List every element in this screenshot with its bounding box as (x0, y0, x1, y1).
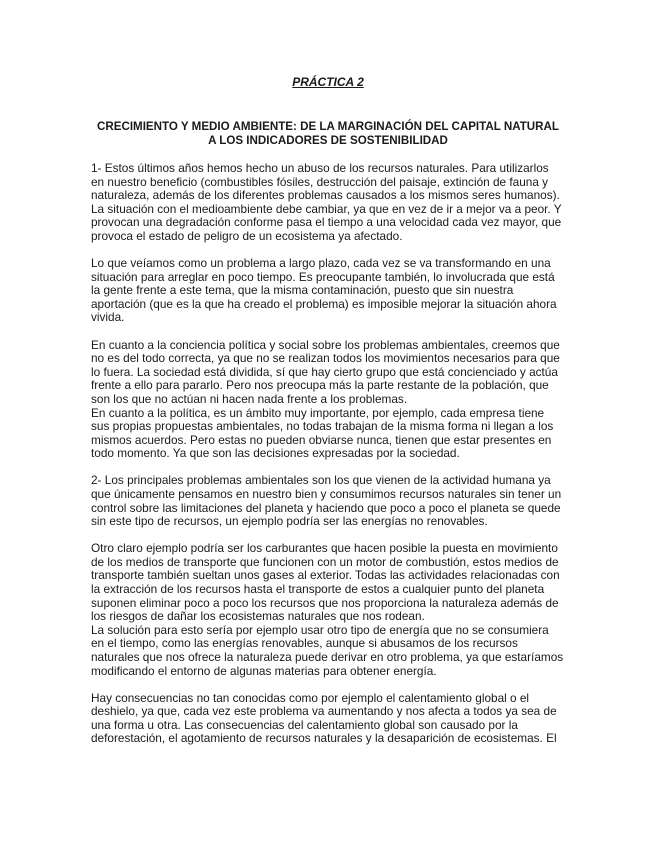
paragraph-line: La situación con el medioambiente debe cambiar, ya que en vez de ir a mejor va a peor. Y (91, 201, 562, 216)
paragraph-line: naturaleza, además de los diferentes problemas causados a los mismos seres humanos). (91, 188, 560, 203)
paragraph-line: una forma u otra. Las consecuencias del calentamiento global son causado por la (91, 717, 518, 732)
paragraph (91, 339, 565, 461)
paragraph-line: Lo que veíamos como un problema a largo plazo, cada vez se va transformando en una (91, 256, 551, 271)
paragraph-line: deforestación, el agotamiento de recursos naturales y la desaparición de ecosistemas. El (91, 731, 557, 746)
paragraph-line: provoca el estado de peligro de un ecosistema ya afectado. (91, 228, 403, 243)
paragraph (91, 257, 565, 325)
paragraph-line: en el tiempo, como las energías renovables, aunque si abusamos de los recursos (91, 636, 518, 651)
paragraph-line: sus propias propuestas ambientales, no todas trabajan de la misma forma ni llegan a los (91, 419, 554, 434)
paragraph-line: frente a ello para pararlo. Pero nos preocupa más la parte restante de la población, que (91, 378, 549, 393)
paragraph-line: transporte también sueltan unos gases al exterior. Todas las actividades relacionadas con (91, 568, 560, 583)
document-content (91, 74, 565, 760)
paragraph-line: no es del todo correcta, ya que no se realizan todos los movimientos necesarios para que (91, 351, 560, 366)
paragraph-line: la gente frente a este tema, que la misma contaminación, puesto que sin nuestra (91, 283, 514, 298)
paragraph-line: En cuanto a la conciencia política y social sobre los problemas ambientales, creemos que (91, 337, 560, 352)
paragraph-line: En cuanto a la política, es un ámbito muy importante, por ejemplo, cada empresa tiene (91, 405, 545, 420)
paragraph-line: 2- Los principales problemas ambientales son los que vienen de la actividad humana ya (91, 473, 551, 488)
paragraph-line: La solución para esto sería por ejemplo usar otro tipo de energía que no se consumiera (91, 622, 549, 637)
paragraph-line: mismos acuerdos. Pero estas no pueden obviarse nunca, tienen que estar presentes en (91, 432, 552, 447)
paragraph-line: vivida. (91, 310, 125, 325)
paragraph-line: de los medios de transporte que funcionen con un motor de combustión, estos medios de (91, 554, 559, 569)
paragraph-line: Hay consecuencias no tan conocidas como por ejemplo el calentamiento global o el (91, 690, 530, 705)
paragraph (91, 542, 565, 678)
paragraph-line: lo fuera. La sociedad está dividida, sí que hay cierto grupo que está concienciado y actúa (91, 364, 558, 379)
paragraph-line: aportación (que es la que ha creado el problema) es imposible mejorar la situación ahora (91, 296, 557, 311)
paragraph (91, 162, 565, 244)
paragraph-line: sin este tipo de recursos, un ejemplo podría ser las energías no renovables. (91, 514, 488, 529)
paragraph-line: la extracción de los recursos hasta el transporte de estos a cualquier punto del planeta (91, 582, 545, 597)
paragraph-line: en nuestro beneficio (combustibles fósiles, destrucción del paisaje, extinción de fauna y (91, 174, 549, 189)
paragraph-line: Otro claro ejemplo podría ser los carburantes que hacen posible la puesta en movimiento (91, 541, 558, 556)
paragraph-line: naturales que nos ofrece la naturaleza puede derivar en otro problema, ya que estaríamos (91, 650, 564, 664)
paragraph-line: provocan una degradación conforme pasa el tiempo a una velocidad cada vez mayor, que (91, 215, 562, 230)
paragraph-line: suponen eliminar poco a poco los recursos que nos proporciona la naturaleza además de (91, 595, 559, 610)
document-body (91, 162, 565, 746)
paragraph-line: los riesgos de dañar los ecosistemas naturales que nos rodean. (91, 609, 425, 624)
paragraph-line: todo momento. Ya que son las decisiones expresadas por la sociedad. (91, 446, 460, 461)
subtitle-line: A LOS INDICADORES DE SOSTENIBILIDAD (208, 133, 448, 147)
document-subtitle (91, 120, 565, 147)
paragraph-line: que únicamente pensamos en nuestro bien y consumimos recursos naturales sin tener un (91, 486, 562, 501)
document-title: PRÁCTICA 2 (292, 75, 364, 89)
paragraph-line: control sobre las limitaciones del planeta y haciendo que poco a poco el planeta se quede (91, 500, 561, 515)
paragraph-line: 1- Estos últimos años hemos hecho un abuso de los recursos naturales. Para utilizarlos (91, 161, 549, 175)
paragraph (91, 692, 565, 746)
paragraph-line: son los que no actúan ni hacen nada frente a los problemas. (91, 391, 408, 406)
subtitle-line: CRECIMIENTO Y MEDIO AMBIENTE: DE LA MARGINACIÓN DEL CAPITAL NATURAL (96, 120, 560, 133)
paragraph-line: situación para arreglar en poco tiempo. Es preocupante también, lo involucrada que está (91, 269, 555, 284)
paragraph (91, 474, 565, 528)
paragraph-line: deshielo, ya que, cada vez este problema va aumentando y nos afecta a todos ya sea de (91, 704, 557, 719)
paragraph-line: modificando el entorno de algunas materias para obtener energía. (91, 663, 437, 678)
